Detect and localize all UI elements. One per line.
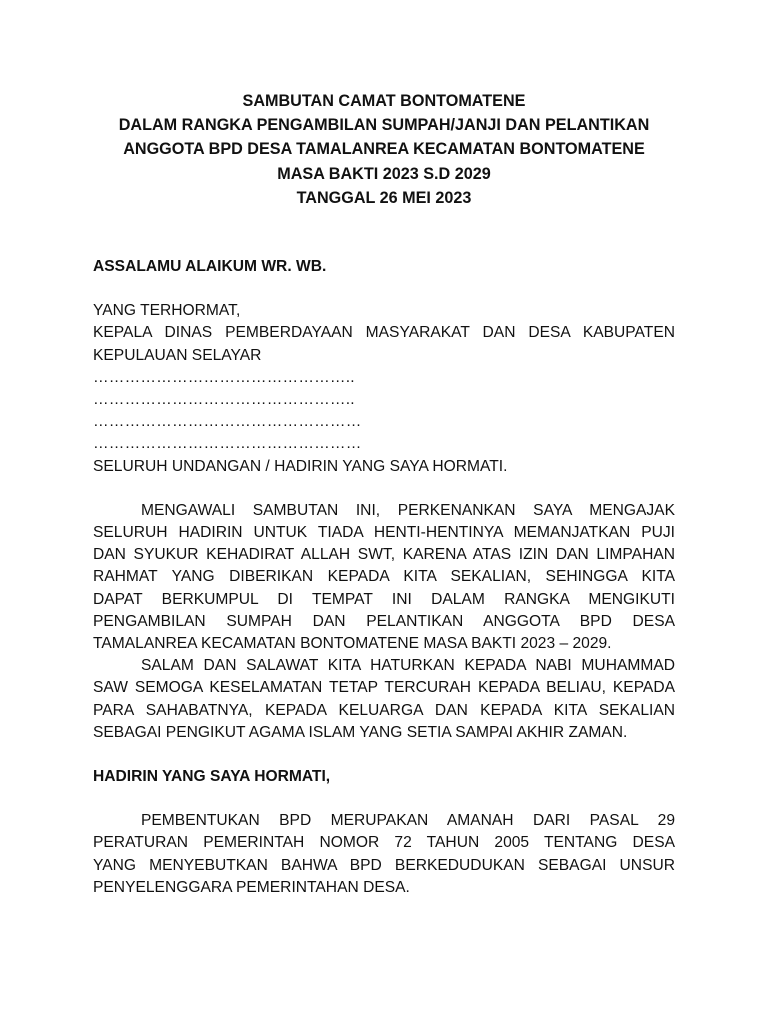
greeting: ASSALAMU ALAIKUM WR. WB. <box>93 258 327 276</box>
placeholder-line: ………………………………………….. <box>93 391 355 409</box>
paragraph-line: RAHMAT YANG DIBERIKAN KEPADA KITA SEKALIAN, SEHINGGA KITA <box>93 568 675 586</box>
recipient-line-2: KEPULAUAN SELAYAR <box>93 346 262 364</box>
title-line-2: DALAM RANGKA PENGAMBILAN SUMPAH/JANJI DAN PELANTIKAN <box>118 116 650 135</box>
paragraph-line <box>93 500 675 522</box>
paragraph-text: PEMBENTUKAN BPD MERUPAKAN AMANAH DARI PASAL 29 <box>141 812 675 830</box>
paragraph-line: PARA SAHABATNYA, KEPADA KELUARGA DAN KEPADA KITA SEKALIAN <box>93 701 675 719</box>
paragraph-bpd <box>93 810 675 899</box>
paragraph-text: SALAM DAN SALAWAT KITA HATURKAN KEPADA NABI MUHAMMAD <box>141 657 675 675</box>
title-line-1: SAMBUTAN CAMAT BONTOMATENE <box>242 92 526 110</box>
paragraph-line: DAPAT BERKUMPUL DI TEMPAT INI DALAM RANGKA MENGIKUTI <box>93 590 675 608</box>
title-line-5: TANGGAL 26 MEI 2023 <box>296 188 472 207</box>
paragraph-salawat <box>93 655 675 744</box>
audience-salutation: SELURUH UNDANGAN / HADIRIN YANG SAYA HORMATI. <box>93 457 508 475</box>
paragraph-line <box>93 655 675 677</box>
paragraph-text: MENGAWALI SAMBUTAN INI, PERKENANKAN SAYA MENGAJAK <box>141 501 675 519</box>
document-page <box>93 89 675 899</box>
document-title <box>79 89 689 210</box>
paragraph-line: PENYELENGGARA PEMERINTAHAN DESA. <box>93 878 410 896</box>
recipient-line-1: KEPALA DINAS PEMBERDAYAAN MASYARAKAT DAN DESA KABUPATEN <box>93 324 675 342</box>
placeholder-line: …………………………………………… <box>93 413 362 431</box>
paragraph-line: PERATURAN PEMERINTAH NOMOR 72 TAHUN 2005 TENTANG DESA <box>93 834 675 852</box>
placeholder-line: …………………………………………… <box>93 435 362 453</box>
paragraph-opening <box>93 500 675 655</box>
paragraph-line: SELURUH HADIRIN UNTUK TIADA HENTI-HENTINYA MEMANJATKAN PUJI <box>93 524 675 542</box>
salutation: YANG TERHORMAT, <box>93 302 241 320</box>
address-block <box>93 300 675 478</box>
title-line-3: ANGGOTA BPD DESA TAMALANREA KECAMATAN BONTOMATENE <box>123 140 645 159</box>
paragraph-line: YANG MENYEBUTKAN BAHWA BPD BERKEDUDUKAN SEBAGAI UNSUR <box>93 856 675 874</box>
section-heading: HADIRIN YANG SAYA HORMATI, <box>93 768 331 786</box>
paragraph-line: TAMALANREA KECAMATAN BONTOMATENE MASA BAKTI 2023 – 2029. <box>93 635 612 653</box>
paragraph-line: SAW SEMOGA KESELAMATAN TETAP TERCURAH KEPADA BELIAU, KEPADA <box>93 679 675 697</box>
placeholder-line: ………………………………………….. <box>93 368 355 386</box>
title-line-4: MASA BAKTI 2023 S.D 2029 <box>277 164 491 183</box>
paragraph-line <box>93 810 675 832</box>
paragraph-line: SEBAGAI PENGIKUT AGAMA ISLAM YANG SETIA SAMPAI AKHIR ZAMAN. <box>93 723 628 741</box>
paragraph-line: DAN SYUKUR KEHADIRAT ALLAH SWT, KARENA ATAS IZIN DAN LIMPAHAN <box>93 546 675 564</box>
paragraph-line: PENGAMBILAN SUMPAH DAN PELANTIKAN ANGGOTA BPD DESA <box>93 612 675 630</box>
